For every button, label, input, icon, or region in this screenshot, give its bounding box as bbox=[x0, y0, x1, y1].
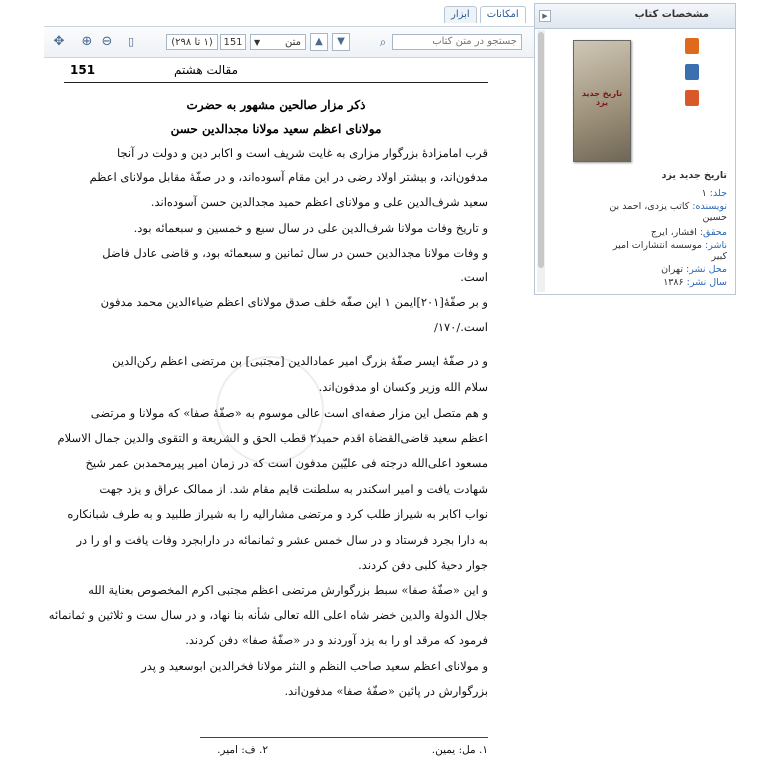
text-line: مسعود اعلی‌الله درجته فی علیّین مدفون است که در زمان امیر پیرمحمدبن عمر شیخ bbox=[85, 456, 488, 470]
dropdown-arrow-icon: ▼ bbox=[254, 38, 261, 47]
tab-bar bbox=[444, 6, 526, 26]
text-line: نواب اکابر به شیراز طلب کرد و مرتضی مشارالیه را به شیراز طلبید و به طرف شبانکاره bbox=[67, 507, 488, 521]
meta-value: ۱ bbox=[701, 188, 707, 199]
panel-scrollbar[interactable] bbox=[537, 30, 545, 292]
meta-key: محل نشر: bbox=[686, 264, 727, 275]
page-header bbox=[64, 60, 488, 83]
next-page-button[interactable]: ▲ bbox=[310, 33, 328, 51]
meta-place bbox=[661, 264, 727, 275]
text-line: بزرگوارش در پائین «صفّهٔ صفا» مدفون‌اند. bbox=[284, 684, 488, 698]
chapter-title: مقالت هشتم bbox=[174, 63, 239, 77]
book-title: تاریخ جدید یزد bbox=[661, 170, 727, 181]
search-icon[interactable]: ⌕ bbox=[379, 35, 387, 49]
collapse-arrow-icon[interactable]: ▶ bbox=[539, 10, 551, 22]
text-line: و در صفّهٔ ایسر صفّهٔ بزرگ امیر عمادالدین [مجتبی] بن مرتضی اعظم رکن‌الدین bbox=[112, 354, 488, 368]
page-number-input[interactable]: 151 bbox=[220, 34, 246, 50]
info-icon[interactable] bbox=[685, 38, 699, 54]
heading-2: مولانای اعظم سعید مولانا مجدالدین حسن bbox=[170, 122, 382, 136]
meta-value: تهران bbox=[661, 264, 683, 275]
panel-header bbox=[535, 4, 735, 29]
meta-key: سال نشر: bbox=[686, 277, 727, 288]
meta-value: موسسه انتشارات امیر کبیر bbox=[612, 240, 727, 262]
meta-value: کاتب یزدی، احمد بن حسین bbox=[609, 201, 727, 223]
tab-tools[interactable]: ابزار bbox=[444, 6, 477, 23]
text-line: اعظم سعید قاضی‌القضاة اقدم حمید۲ قطب الحق و الشریعة و التقوی والدین جمال الاسلام bbox=[57, 431, 488, 445]
text-line: و مولانای اعظم سعید صاحب النظم و النثر مولانا فخرالدین ابوسعید و پدر bbox=[141, 659, 488, 673]
text-line: است. bbox=[460, 270, 488, 284]
meta-editor[interactable] bbox=[651, 227, 727, 238]
text-line: سلام الله وزیر وکسان او مدفون‌اند. bbox=[318, 380, 488, 394]
page-icon[interactable]: ▯ bbox=[127, 35, 135, 48]
text-line: و تاریخ وفات مولانا شرف‌الدین علی در سال سبع و خمسین و سبعمائه بود. bbox=[133, 221, 488, 235]
tab-features[interactable]: امکانات bbox=[480, 6, 526, 23]
meta-key: ناشر: bbox=[705, 240, 727, 251]
text-line: به دارا بجرد فرستاد و در سال خمس عشر و ثمانمائه در دارابجرد وفات یافت و او را در bbox=[76, 533, 488, 547]
book-details-panel bbox=[534, 3, 736, 295]
contents-icon[interactable] bbox=[685, 64, 699, 80]
meta-year bbox=[663, 277, 727, 288]
meta-publisher[interactable] bbox=[609, 240, 727, 262]
view-mode-label: متن bbox=[285, 37, 301, 48]
text-line: و هم متصل این مزار صفه‌ای است عالی موسوم به «صفّهٔ صفا» که مولانا و مرتضی bbox=[90, 406, 488, 420]
meta-value: افشار، ایرج bbox=[650, 227, 697, 238]
page-number: 151 bbox=[70, 63, 96, 77]
text-line: سعید شرف‌الدین علی و مولانای اعظم حمید مجدالدین حسن آسوده‌اند. bbox=[150, 195, 488, 209]
text-line: و این «صفّهٔ صفا» سبط بزرگوارش مرتضی اعظم مجتبی اکرم المخصوص بعنایة الله bbox=[88, 583, 488, 597]
meta-volume bbox=[702, 188, 727, 199]
page-range: (۱ تا ۲۹۸) bbox=[166, 34, 218, 50]
text-line: فرمود که مرقد او را به یزد آوردند و در «صفّهٔ صفا» دفن کردند. bbox=[185, 633, 488, 647]
text-line: و بر صفّهٔ[۲۰۱]ایمن ۱ این صفّه خلف صدق مولانای اعظم ضیاءالدین محمد مدفون bbox=[100, 295, 488, 309]
book-cover-image[interactable] bbox=[573, 40, 631, 162]
meta-author[interactable] bbox=[609, 201, 727, 223]
view-mode-select[interactable] bbox=[250, 34, 306, 50]
footnote-2: ۲. ف: امیر. bbox=[217, 744, 268, 756]
text-line: شهادت یافت و امیر اسکندر به سلطنت قایم مقام شد. از ممالک عراق و یزد جهت bbox=[99, 482, 488, 496]
meta-key: نویسنده: bbox=[692, 201, 727, 212]
author-icon[interactable] bbox=[685, 90, 699, 106]
meta-key: جلد: bbox=[709, 188, 727, 199]
viewer-toolbar bbox=[44, 26, 534, 58]
search-input[interactable] bbox=[392, 34, 522, 50]
heading-1: ذکر مزار صالحین مشهور به حضرت bbox=[186, 98, 366, 112]
move-icon[interactable]: ✥ bbox=[53, 34, 65, 49]
meta-key: محقق: bbox=[699, 227, 727, 238]
cover-title: تاریخ جدید یزد bbox=[581, 89, 623, 107]
footnote-divider bbox=[200, 737, 488, 738]
zoom-out-icon[interactable]: ⊖ bbox=[101, 34, 113, 49]
text-line: است./۱۷۰/ bbox=[433, 320, 488, 334]
footnote-1: ۱. مل: یمین. bbox=[431, 744, 488, 756]
text-line: جلال الدولة والدین خضر شاه اعلی الله تعالی شأنه بنا نهاد، و در سال ست و ثلاثین و ثمانمائه bbox=[48, 608, 488, 622]
text-line: جوار دحیهٔ کلبی دفن کردند. bbox=[358, 558, 488, 572]
scrollbar-thumb[interactable] bbox=[538, 32, 544, 268]
meta-value: ۱۳۸۶ bbox=[663, 277, 684, 288]
zoom-in-icon[interactable]: ⊕ bbox=[81, 34, 93, 49]
panel-title: مشخصات کتاب bbox=[634, 9, 709, 20]
text-line: و وفات مولانا مجدالدین حسن در سال ثمانین و سبعمائه بود، و قاضی عادل فاضل bbox=[102, 246, 488, 260]
text-line: قرب امامزادهٔ بزرگوار مزاری به غایت شریف است و اکابر دین و دولت در آنجا bbox=[116, 146, 488, 160]
prev-page-button[interactable]: ▼ bbox=[332, 33, 350, 51]
text-line: مدفون‌اند، و بیشتر اولاد رضی در این مقام آسوده‌اند، و در صفّهٔ مقابل مولانای اعظم bbox=[89, 170, 488, 184]
